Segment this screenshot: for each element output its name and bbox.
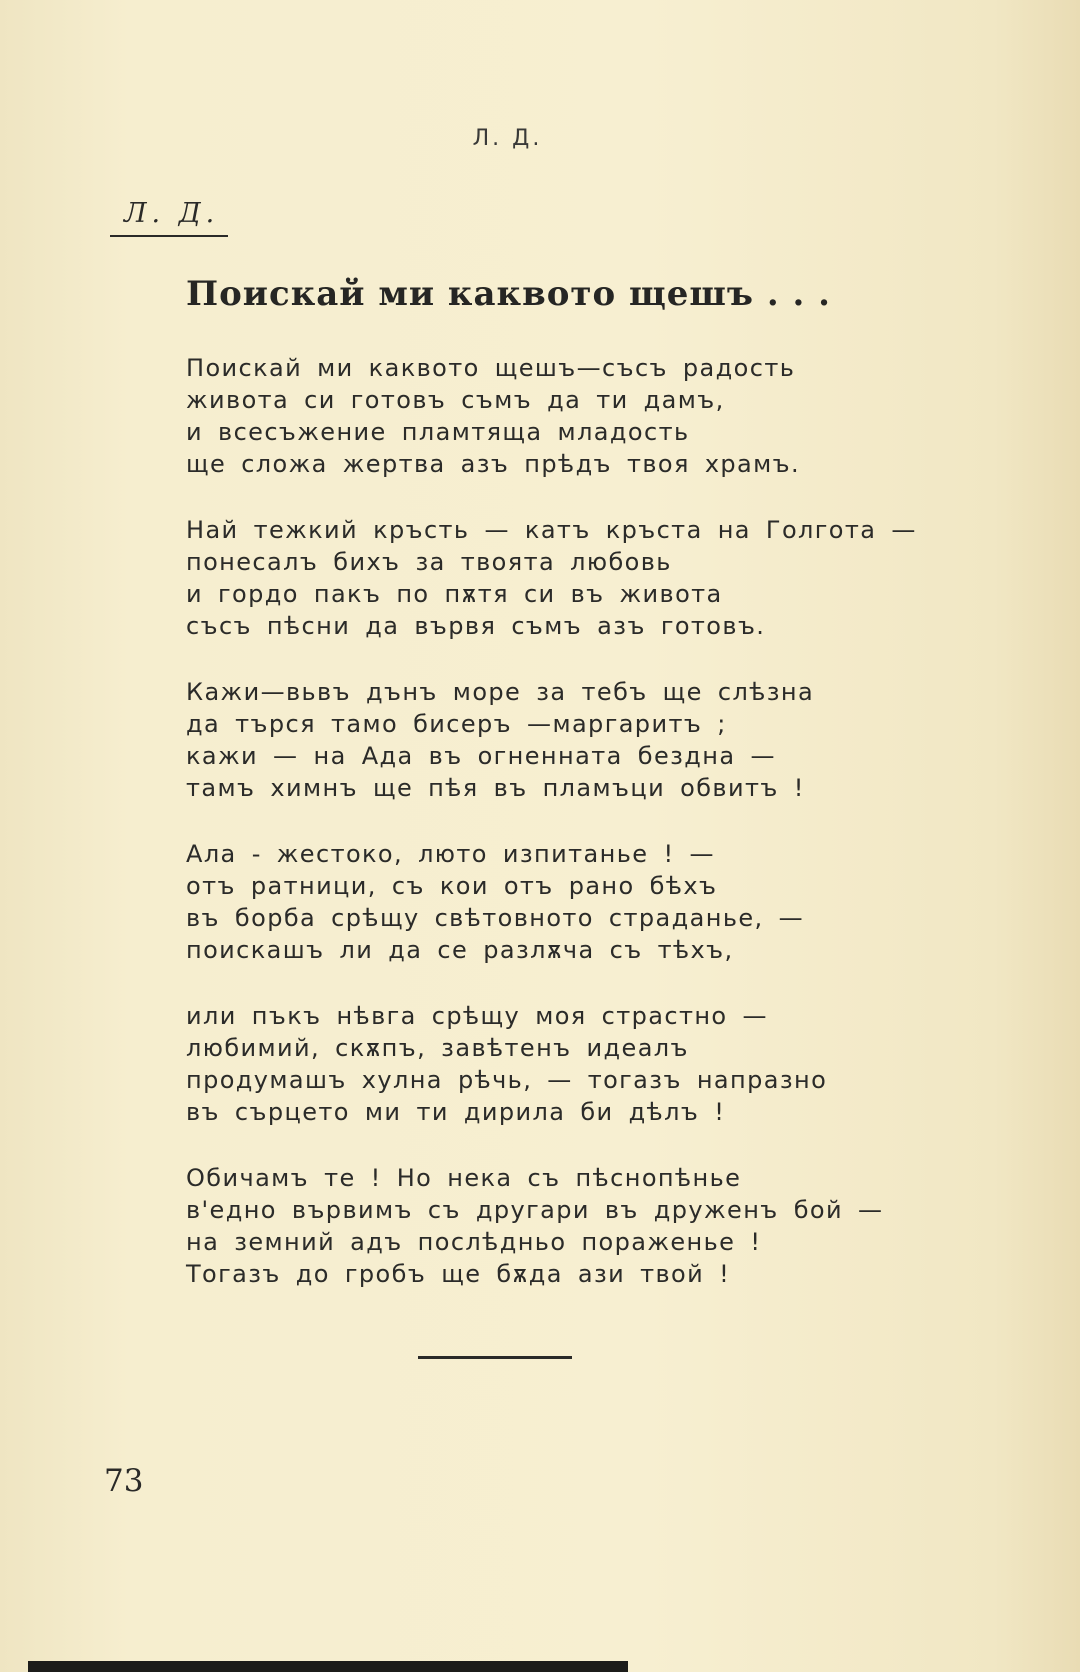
poem-line: съсъ пѣсни да вървя съмъ азъ готовъ.: [186, 612, 766, 640]
poem-line: ще сложа жертва азъ прѣдъ твоя храмъ.: [186, 450, 801, 478]
poem-line: отъ ратници, съ кои отъ рано бѣхъ: [186, 872, 718, 900]
poem-line: Най тежкий кръсть — катъ кръста на Голгота —: [186, 516, 917, 544]
poem-line: продумашъ хулна рѣчь, — тогазъ напразно: [186, 1066, 828, 1094]
end-rule: [418, 1356, 572, 1359]
poem-line: Тогазъ до гробъ ще бѫда ази твой !: [186, 1260, 731, 1288]
poem-title: Поискай ми каквото щешъ . . .: [186, 274, 832, 314]
poem-line: да търся тамо бисеръ —маргаритъ ;: [186, 710, 727, 738]
poem-line: любимий, скѫпъ, завѣтенъ идеалъ: [186, 1034, 689, 1062]
stanza: [186, 1162, 886, 1290]
poem-line: Кажи—вьвъ дънъ море за тебъ ще слѣзна: [186, 678, 815, 706]
poem-line: живота си готовъ съмъ да ти дамъ,: [186, 386, 725, 414]
poem-line: понесалъ бихъ за твоята любовь: [186, 548, 672, 576]
poem-body: [186, 352, 917, 1324]
stanza: [186, 838, 886, 966]
running-head: Л. Д.: [472, 126, 543, 151]
page-number: 73: [104, 1463, 144, 1499]
stanza: [186, 352, 886, 480]
poem-line: въ борба срѣщу свѣтовното страданье, —: [186, 904, 804, 932]
poem-line: или пъкъ нѣвга срѣщу моя страстно —: [186, 1002, 768, 1030]
poem-line: и всесъжение пламтяща младость: [186, 418, 690, 446]
author-name: Л. Д.: [124, 198, 220, 229]
poem-line: и гордо пакъ по пѫтя си въ живота: [186, 580, 723, 608]
scan-edge: [28, 1661, 628, 1672]
poem-line: на земний адъ послѣдньо пораженье !: [186, 1228, 762, 1256]
poem-line: Обичамъ те ! Но нека съ пѣснопѣнье: [186, 1164, 742, 1192]
poem-line: въ сърцето ми ти дирила би дѣлъ !: [186, 1098, 726, 1126]
author-underline: [110, 235, 228, 237]
author-block: [110, 198, 230, 237]
poem-line: Поискай ми каквото щешъ—съсъ радость: [186, 354, 796, 382]
poem-line: поискашъ ли да се разлѫча съ тѣхъ,: [186, 936, 734, 964]
poem-line: Ала - жестоко, люто изпитанье ! —: [186, 840, 715, 868]
stanza: [186, 1000, 886, 1128]
poem-line: кажи — на Ада въ огненната бездна —: [186, 742, 776, 770]
stanza: [186, 514, 917, 642]
poem-line: в'едно вървимъ съ другари въ друженъ бой —: [186, 1196, 884, 1224]
poem-line: тамъ химнъ ще пѣя въ пламъци обвитъ !: [186, 774, 805, 802]
stanza: [186, 676, 886, 804]
